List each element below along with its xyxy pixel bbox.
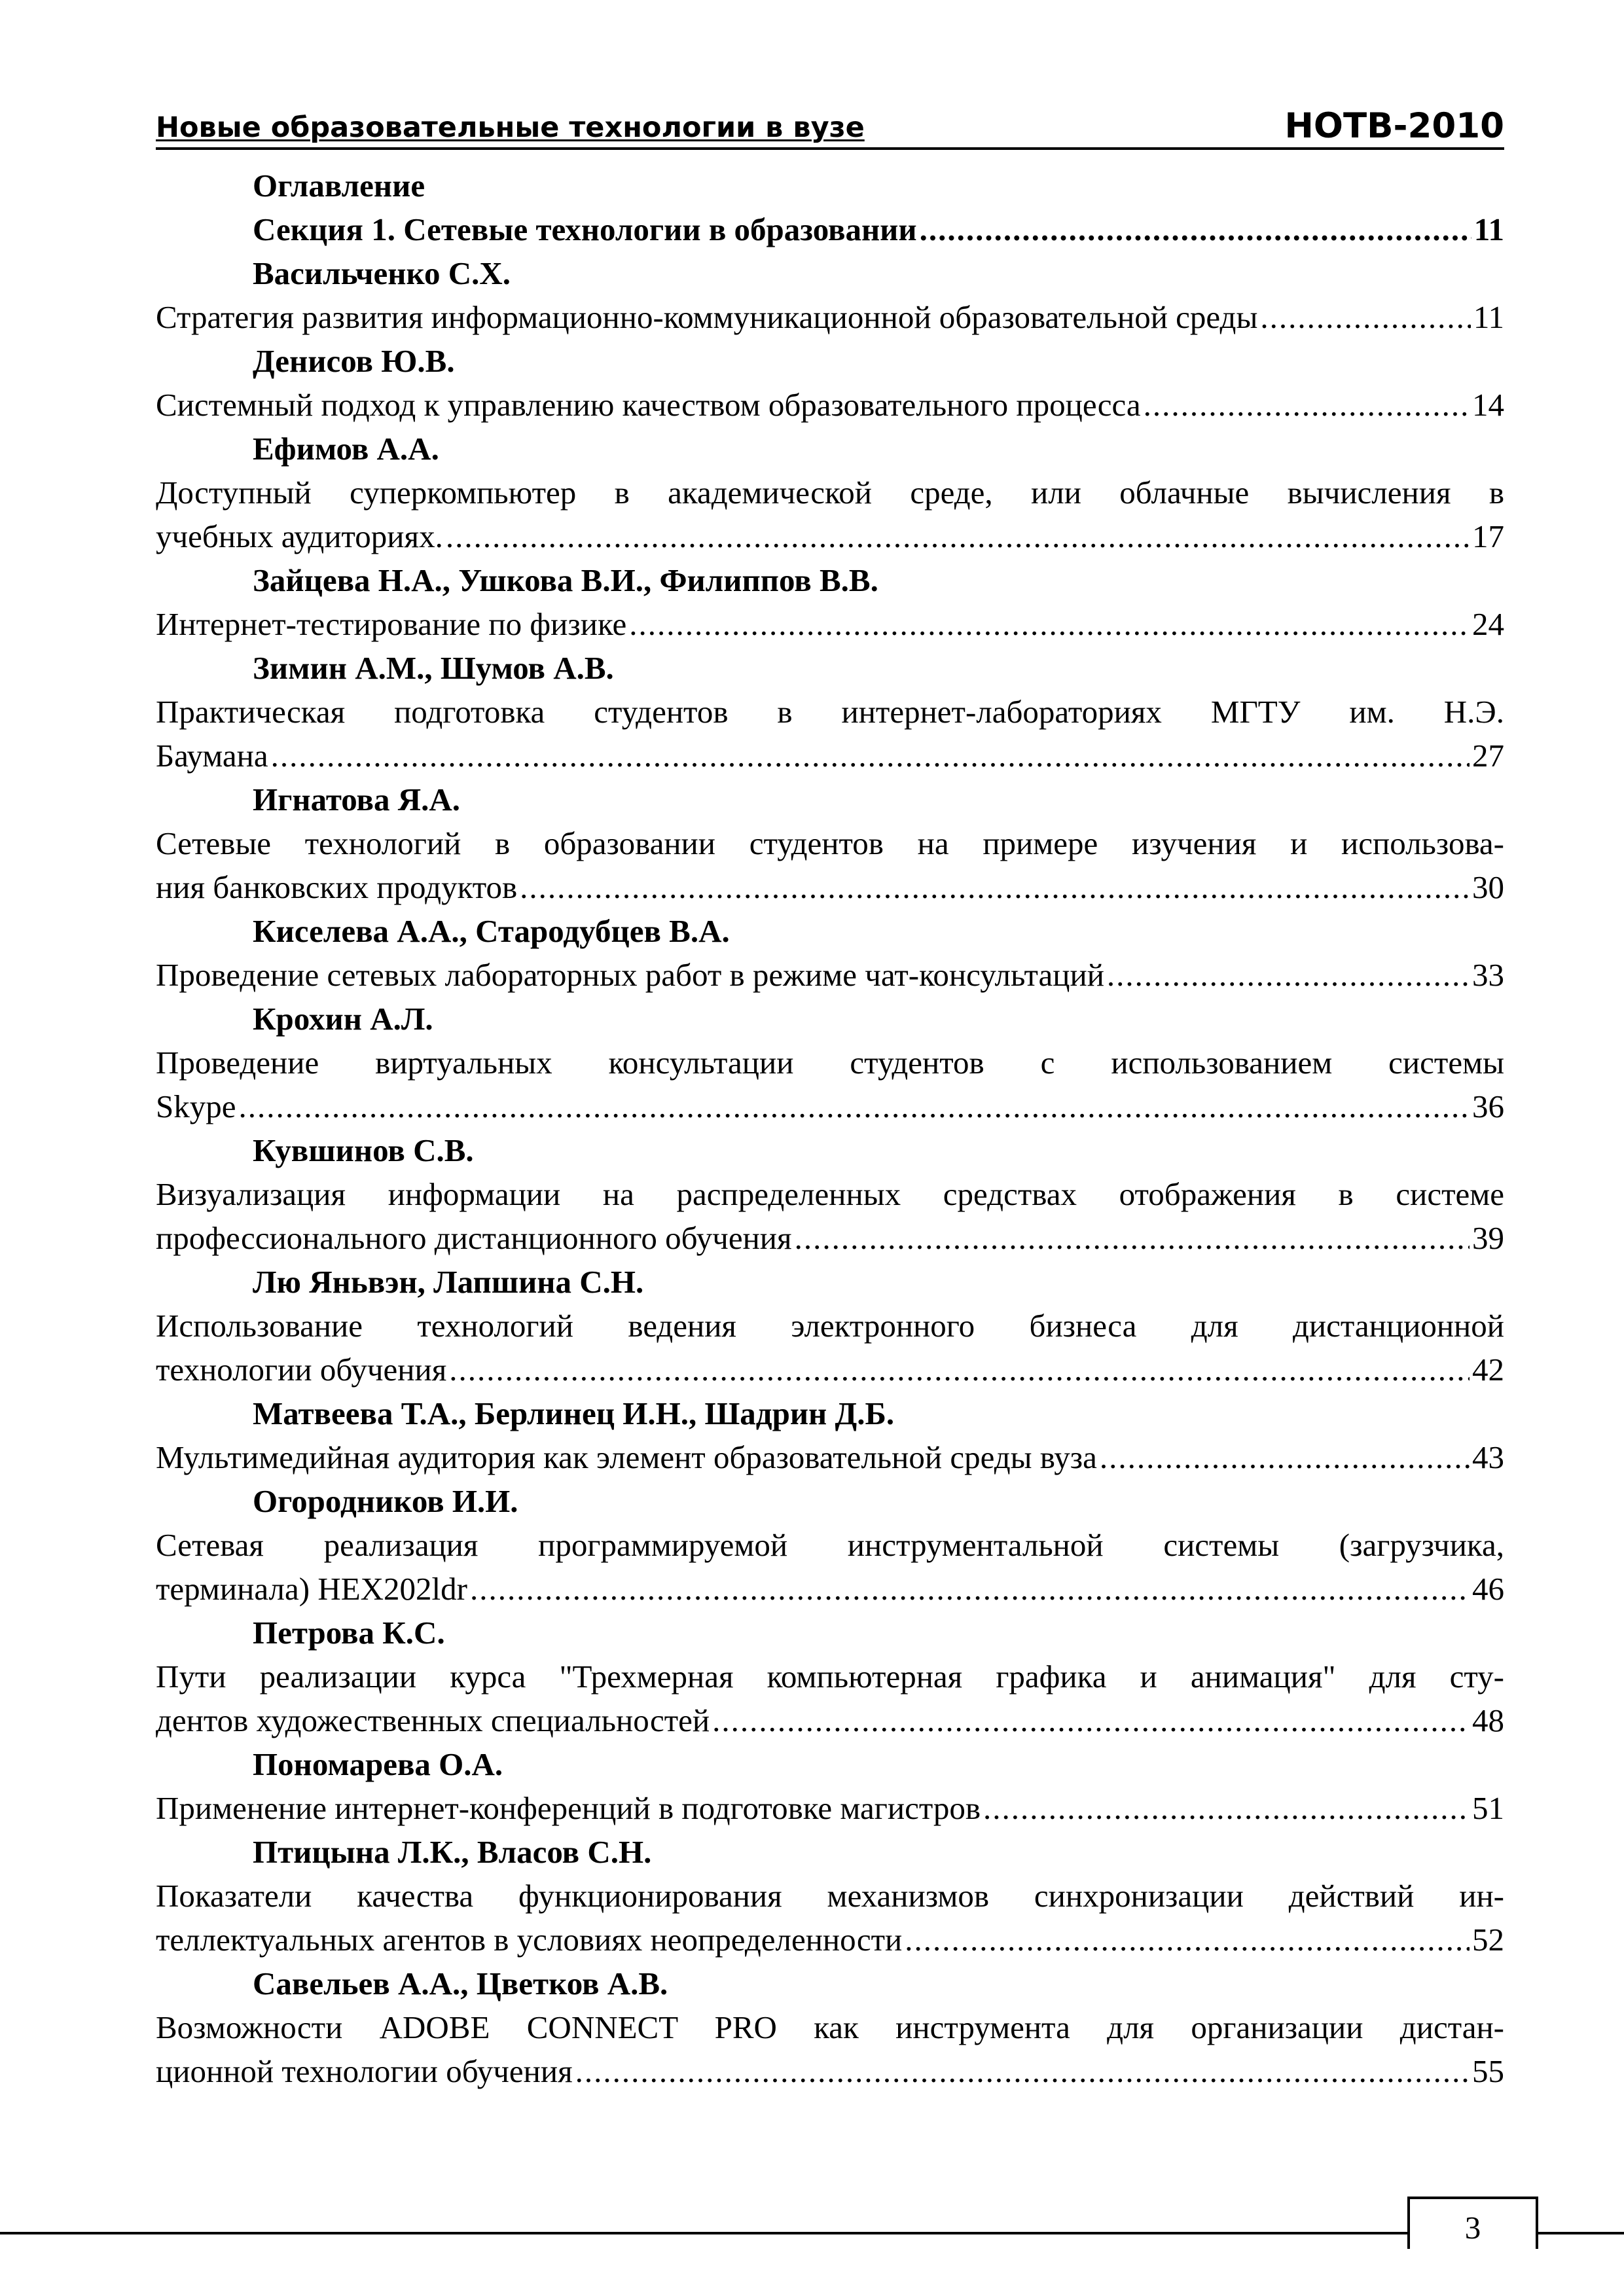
toc-author: Денисов Ю.В. [253, 343, 455, 379]
toc-leader-dots [983, 1786, 1470, 1830]
toc-entry-title: терминала) HEX202ldr [156, 1571, 467, 1607]
toc-leader-dots [1107, 953, 1470, 997]
toc-entry[interactable] [156, 1216, 1504, 1260]
toc-author: Васильченко С.Х. [253, 255, 511, 291]
toc-entry-page: 51 [1472, 1790, 1504, 1826]
toc-entry-title-line: Проведение виртуальных консультации студентов с использованием системы [156, 1045, 1504, 1081]
toc-author: Зайцева Н.А., Ушкова В.И., Филиппов В.В. [253, 562, 878, 598]
toc-leader-dots [575, 2049, 1470, 2093]
footer-rule-left [0, 2232, 1410, 2234]
toc-entry-title: Проведение сетевых лабораторных работ в режиме чат-консультаций [156, 957, 1104, 993]
toc-entry-page: 36 [1472, 1088, 1504, 1124]
toc-author: Огородников И.И. [253, 1483, 518, 1519]
toc-author: Ефимов А.А. [253, 431, 439, 467]
toc-entry[interactable] [156, 514, 1504, 558]
toc-section[interactable] [156, 207, 1504, 251]
toc-leader-dots [905, 1918, 1470, 1962]
toc-entry-title-line: Сетевая реализация программируемой инструментальной системы (загрузчика, [156, 1527, 1504, 1563]
toc-entry-page: 33 [1472, 957, 1504, 993]
toc-entry-title: Применение интернет-конференций в подготовке магистров [156, 1790, 981, 1826]
toc-entry-page: 39 [1472, 1220, 1504, 1256]
toc-leader-dots [449, 1348, 1470, 1391]
toc-leader-dots [712, 1698, 1470, 1742]
toc-entry-page: 17 [1472, 518, 1504, 554]
toc-entry[interactable] [156, 1698, 1504, 1742]
toc-entry-title-line: Возможности ADOBE CONNECT PRO как инструмента для организации дистан- [156, 2009, 1504, 2045]
toc-leader-dots [271, 734, 1470, 778]
toc-author: Зимин А.М., Шумов А.В. [253, 650, 614, 686]
toc-author: Лю Яньвэн, Лапшина С.Н. [253, 1264, 644, 1300]
toc-entry[interactable] [156, 953, 1504, 997]
toc-leader-dots [470, 1567, 1470, 1611]
toc-entry-page: 52 [1472, 1922, 1504, 1958]
toc-section-title: Секция 1. Сетевые технологии в образовании [253, 211, 917, 247]
toc-leader-dots [1260, 295, 1470, 339]
toc-entry[interactable] [156, 2049, 1504, 2093]
toc-entry[interactable] [156, 1786, 1504, 1830]
toc-entry-title: Баумана [156, 738, 268, 774]
header-journal-title: Новые образовательные технологии в вузе [156, 111, 865, 144]
toc-author: Матвеева Т.А., Берлинец И.Н., Шадрин Д.Б. [253, 1395, 895, 1431]
toc-author: Петрова К.С. [253, 1615, 445, 1651]
toc-entry[interactable] [156, 383, 1504, 427]
running-header [156, 101, 1504, 150]
toc-entry[interactable] [156, 1085, 1504, 1128]
toc-author: Киселева А.А., Стародубцев В.А. [253, 913, 730, 949]
toc-section-page: 11 [1473, 211, 1504, 247]
toc-leader-dots [446, 514, 1470, 558]
toc-leader-dots [1100, 1435, 1470, 1479]
toc-entry[interactable] [156, 602, 1504, 646]
toc-entry[interactable] [156, 1567, 1504, 1611]
toc-entry-page: 46 [1472, 1571, 1504, 1607]
table-of-contents [156, 164, 1504, 2093]
toc-entry-title: учебных аудиториях. [156, 518, 443, 554]
toc-entry-title: Skype [156, 1088, 236, 1124]
toc-entry-page: 43 [1472, 1439, 1504, 1475]
toc-author: Кувшинов С.В. [253, 1132, 474, 1168]
page-number: 3 [1407, 2197, 1538, 2249]
toc-entry-page: 27 [1472, 738, 1504, 774]
toc-entry[interactable] [156, 1435, 1504, 1479]
toc-entry-title: Мультимедийная аудитория как элемент образовательной среды вуза [156, 1439, 1097, 1475]
toc-entry-page: 55 [1472, 2053, 1504, 2089]
toc-entry-title: Интернет-тестирование по физике [156, 606, 627, 642]
toc-entry[interactable] [156, 295, 1504, 339]
toc-entry-title-line: Сетевые технологий в образовании студентов на примере изучения и использова- [156, 825, 1504, 861]
toc-entry-title: ния банковских продуктов [156, 869, 518, 905]
toc-author: Птицына Л.К., Власов С.Н. [253, 1834, 652, 1870]
toc-heading: Оглавление [253, 168, 425, 204]
toc-entry-title: ционной технологии обучения [156, 2053, 573, 2089]
toc-entry-title: дентов художественных специальностей [156, 1702, 710, 1738]
toc-entry-page: 42 [1472, 1352, 1504, 1388]
toc-entry[interactable] [156, 1348, 1504, 1391]
toc-leader-dots [520, 865, 1470, 909]
toc-entry[interactable] [156, 865, 1504, 909]
toc-entry[interactable] [156, 734, 1504, 778]
toc-author: Игнатова Я.А. [253, 781, 461, 817]
toc-entry-title-line: Визуализация информации на распределенных средствах отображения в системе [156, 1176, 1504, 1212]
toc-entry-page: 14 [1472, 387, 1504, 423]
header-conference-code: НОТВ-2010 [1284, 106, 1504, 146]
toc-entry-title: технологии обучения [156, 1352, 447, 1388]
toc-entry-title: теллектуальных агентов в условиях неопределенности [156, 1922, 903, 1958]
toc-entry-title: профессионального дистанционного обучения [156, 1220, 792, 1256]
toc-entry-page: 24 [1472, 606, 1504, 642]
toc-leader-dots [1144, 383, 1470, 427]
toc-entry[interactable] [156, 1918, 1504, 1962]
toc-author: Савельев А.А., Цветков А.В. [253, 1965, 668, 2001]
toc-entry-title: Системный подход к управлению качеством образовательного процесса [156, 387, 1141, 423]
toc-entry-title-line: Использование технологий ведения электронного бизнеса для дистанционной [156, 1308, 1504, 1344]
toc-entry-title: Стратегия развития информационно-коммуникационной образовательной среды [156, 299, 1258, 335]
toc-entry-title-line: Практическая подготовка студентов в интернет-лабораториях МГТУ им. Н.Э. [156, 694, 1504, 730]
toc-entry-title-line: Показатели качества функционирования механизмов синхронизации действий ин- [156, 1878, 1504, 1914]
toc-entry-page: 48 [1472, 1702, 1504, 1738]
toc-entry-page: 30 [1472, 869, 1504, 905]
footer-rule-right [1536, 2232, 1624, 2234]
toc-author: Крохин А.Л. [253, 1001, 433, 1037]
toc-leader-dots [239, 1085, 1470, 1128]
toc-author: Пономарева О.А. [253, 1746, 503, 1782]
toc-leader-dots [629, 602, 1470, 646]
toc-entry-title-line: Доступный суперкомпьютер в академической среде, или облачные вычисления в [156, 475, 1504, 511]
toc-leader-dots [920, 207, 1471, 251]
toc-entry-title-line: Пути реализации курса "Трехмерная компьютерная графика и анимация" для сту- [156, 1659, 1504, 1695]
toc-leader-dots [795, 1216, 1470, 1260]
toc-entry-page: 11 [1473, 299, 1504, 335]
